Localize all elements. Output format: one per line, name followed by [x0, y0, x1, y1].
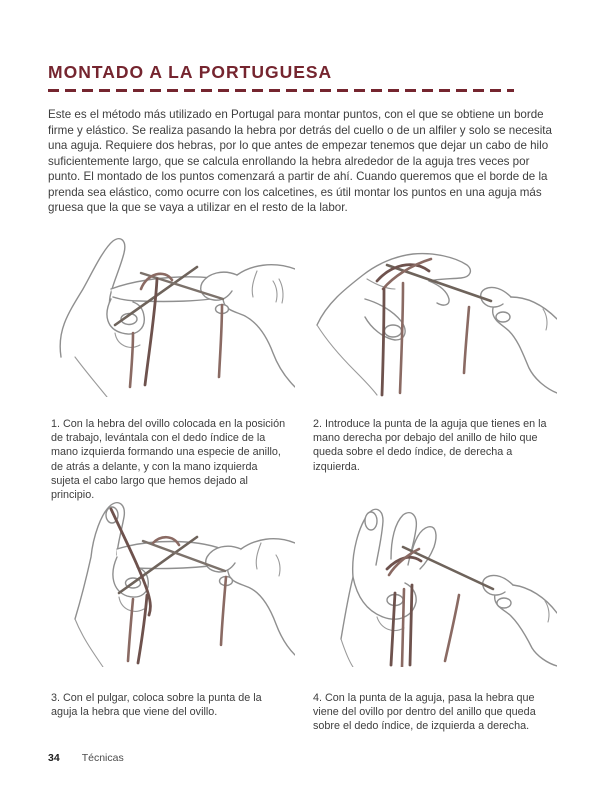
- page-header: [45, 62, 555, 92]
- section-label: Técnicas: [81, 752, 124, 764]
- title-dashed-underline: [48, 89, 514, 92]
- step-2-caption: 2. Introduce la punta de la aguja que tienes en la mano derecha por debajo del anillo de hilo que queda sobre el dedo índice, de derecha a izquierda.: [313, 417, 547, 473]
- page-footer: [48, 752, 124, 764]
- page-number: 34: [48, 752, 60, 764]
- step-4-caption: 4. Con la punta de la aguja, pasa la hebra que viene del ovillo por dentro del anillo que queda sobre el dedo índice, de izquierda a derecha.: [313, 691, 536, 733]
- hands-yarn-needle-drawing-3: [45, 497, 295, 667]
- step-3-illustration-hands: [45, 497, 295, 667]
- hands-yarn-needle-drawing-1: [45, 227, 295, 397]
- page-title: MONTADO A LA PORTUGUESA: [48, 62, 333, 82]
- step-1-illustration-hands: [45, 227, 295, 397]
- step-2-illustration-hands: [307, 227, 557, 397]
- hands-yarn-needle-drawing-2: [307, 227, 557, 397]
- step-3-caption: 3. Con el pulgar, coloca sobre la punta de la aguja la hebra que viene del ovillo.: [51, 691, 262, 718]
- hands-yarn-needle-drawing-4: [307, 497, 557, 667]
- step-1-caption: 1. Con la hebra del ovillo colocada en la posición de trabajo, levántala con el dedo índice de la mano izquierda formando una especie de anillo, de atrás a delante, y con la mano izquierda sujeta el cabo largo que hemos dejado al principio.: [51, 417, 286, 502]
- step-4-illustration-hands: [307, 497, 557, 667]
- steps-grid: [45, 227, 555, 745]
- intro-paragraph: Este es el método más utilizado en Portugal para montar puntos, con el que se obtiene un borde firme y elástico. Se realiza pasando la hebra por detrás del cuello o de un alfiler y solo se necesita una aguja. Requiere dos hebras, por lo que antes de empezar tenemos que dejar un cabo de hilo suficientemente largo, que se calcula enrollando la hebra alrededor de la aguja tres veces por punto. El montado de los puntos comenzará a partir de ahí. Cuando queremos que el borde de la prenda sea elástico, como ocurre con los calcetines, es útil montar los puntos en una aguja más gruesa que la que se vaya a utilizar en el resto de la labor.: [48, 108, 552, 215]
